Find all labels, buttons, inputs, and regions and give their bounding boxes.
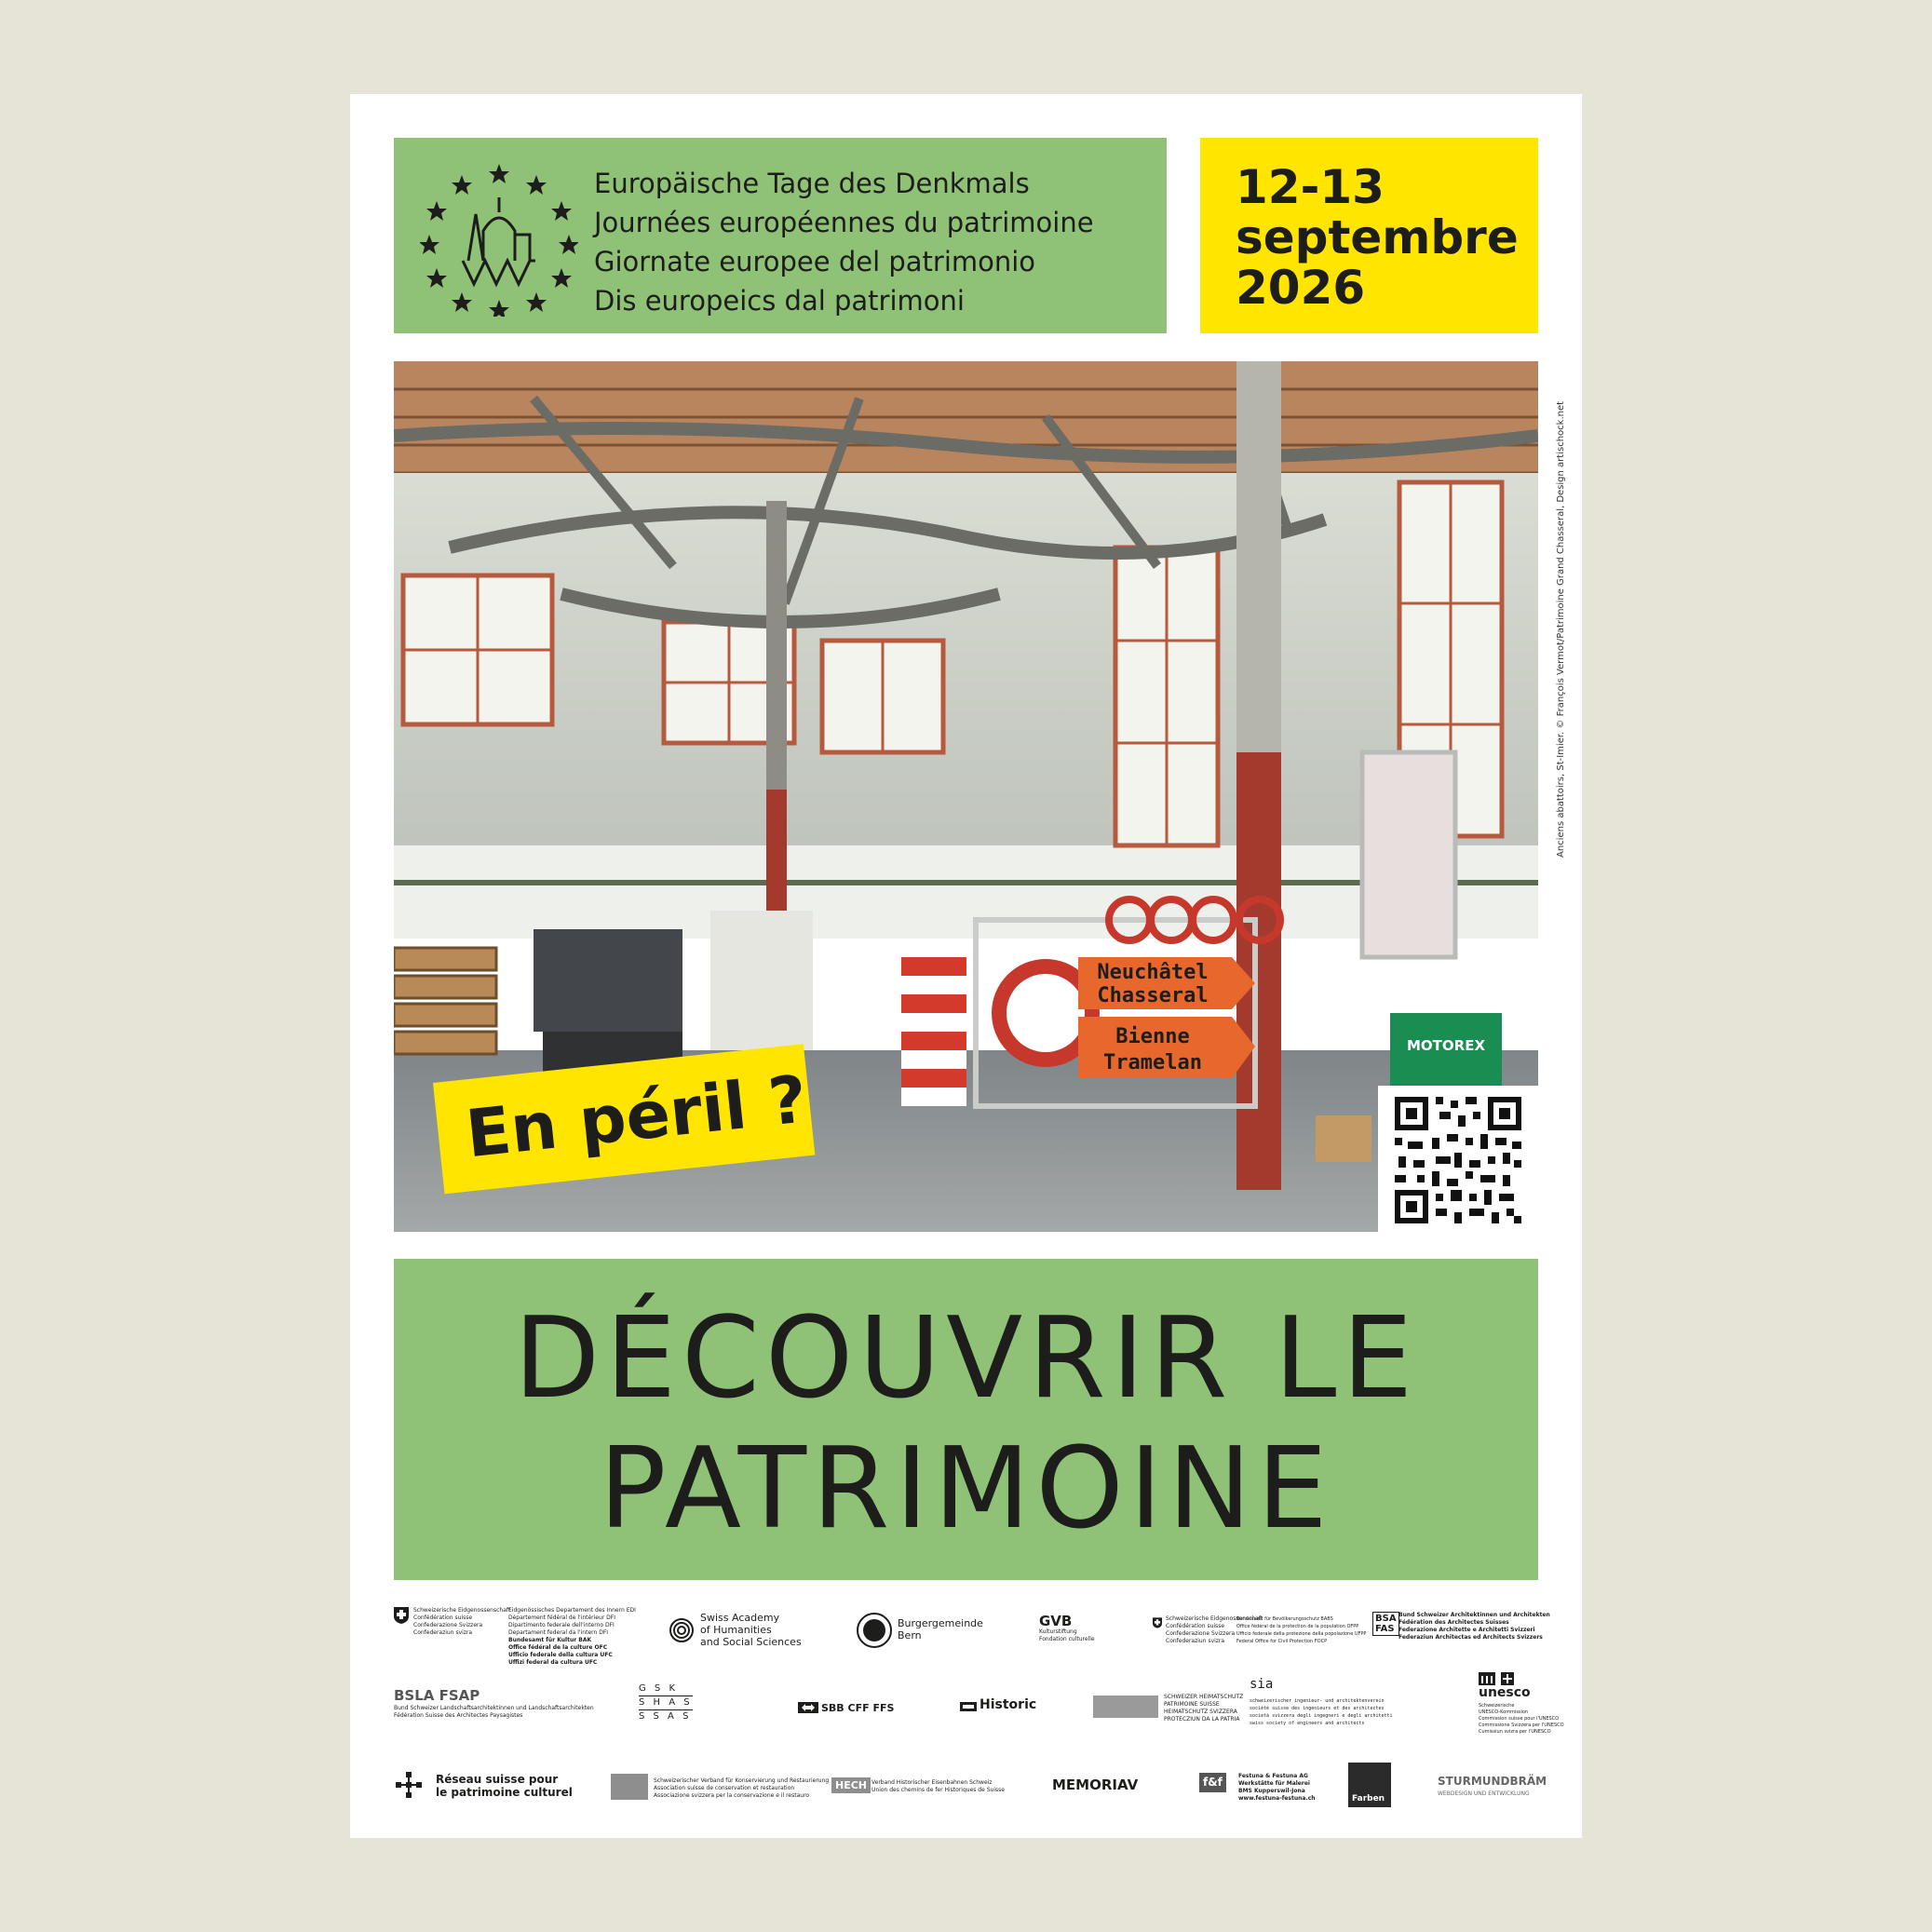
historic-name: Historic [980, 1697, 1037, 1712]
unesco-sub-5: Cumissiun svizra per l'UNESCO [1479, 1729, 1551, 1735]
festuna-line-3: BMS Kupperswil-Jona [1238, 1788, 1305, 1794]
tagline-text: En péril ? [462, 1061, 811, 1173]
bak-line-2: Office fédéral de la culture OFC [508, 1644, 608, 1651]
confed-1-line-4: Confederaziun svizra [413, 1629, 473, 1636]
bak-line-4: Uffizi federal da cultura UFC [508, 1659, 598, 1666]
festuna-line-1: Festuna & Festuna AG [1238, 1773, 1308, 1779]
network-cross-icon [394, 1770, 424, 1800]
hech-line-1: Verband Historischer Eisenbahnen Schweiz [871, 1779, 993, 1786]
bsa-text-3: Federazione Architette e Architetti Svizzeri [1398, 1627, 1535, 1633]
labyrinth-icon [669, 1617, 695, 1643]
qr-code-box[interactable] [1378, 1086, 1538, 1232]
partner-memoriav: MEMORIAV [1052, 1777, 1139, 1793]
edi-line-3: Dipartimento federale dell'interno DFI [508, 1622, 615, 1628]
date-days: 12-13 [1236, 160, 1385, 214]
bak-line-1: Bundesamt für Kultur BAK [508, 1637, 592, 1643]
burgergemeinde-line-2: Bern [898, 1629, 922, 1642]
unesco-sub-1: Schweizerische [1479, 1703, 1515, 1709]
festuna-mark: f&f [1199, 1773, 1226, 1792]
gvb-name: GVB [1039, 1613, 1073, 1629]
confed-1-line-1: Schweizerische Eidgenossenschaft [413, 1607, 511, 1614]
heimatschutz-line-4: PROTECZIUN DA LA PATRIA [1164, 1716, 1240, 1723]
sign-chasseral: Chasseral [1097, 984, 1209, 1007]
swiss-shield-icon [394, 1607, 409, 1624]
hech-line-2: Union des chemins de fer Historiques de Suisse [871, 1787, 1005, 1793]
qr-code-icon [1378, 1086, 1538, 1232]
historic-mark-icon [960, 1702, 977, 1711]
skr-line-1: Schweizerischer Verband für Konservierung und Restaurierung [654, 1777, 830, 1784]
sign-neuchatel: Neuchâtel [1097, 961, 1209, 984]
burgergemeinde-line-1: Burgergemeinde [898, 1617, 983, 1629]
babs-line-2: Office fédéral de la protection de la population OFPP [1236, 1624, 1359, 1629]
hech-mark: HECH [831, 1777, 871, 1793]
sign-bienne: Bienne [1115, 1025, 1190, 1048]
road-signs-group [901, 920, 1255, 1106]
gsk-line-1: G S K [639, 1682, 693, 1696]
bak-line-3: Ufficio federale della cultura UFC [508, 1652, 613, 1658]
sbb-arrows-icon [798, 1702, 818, 1713]
title-line-2: PATRIMOINE [599, 1425, 1333, 1554]
bsa-text-1: Bund Schweizer Architektinnen und Architekten [1398, 1612, 1550, 1618]
sia-name: sia [1250, 1677, 1274, 1692]
edi-line-1: Eidgenössisches Departement des Innern EDI [508, 1607, 636, 1614]
bsla-sub-2: Fédération Suisse des Architectes Paysagistes [394, 1712, 523, 1719]
bsa-mark: BSA [1375, 1614, 1397, 1624]
sturm-sub: WEBDESIGN UND ENTWICKLUNG [1438, 1790, 1530, 1797]
skr-line-2: Association suisse de conservation et restauration [654, 1785, 795, 1791]
date-month: septembre [1236, 210, 1519, 264]
confed-2-line-3: Confederazione Svizzera [1166, 1630, 1236, 1637]
confed-2-line-2: Confédération suisse [1166, 1623, 1225, 1629]
unesco-name: unesco [1479, 1685, 1531, 1700]
swiss-academy-line-3: and Social Sciences [700, 1636, 802, 1648]
language-de: Europäische Tage des Denkmals [594, 168, 1030, 199]
gvb-sub-2: Fondation culturelle [1039, 1636, 1095, 1642]
babs-line-3: Ufficio federale della protezione della popolazione UFPP [1236, 1631, 1367, 1637]
poster [350, 94, 1582, 1838]
language-list [594, 164, 1094, 320]
confed-2-line-1: Schweizerische Eidgenossenschaft [1166, 1615, 1263, 1622]
sturm-name: STURMUNDBRÄM [1438, 1775, 1547, 1788]
language-fr: Journées européennes du patrimoine [594, 207, 1094, 238]
babs-line-4: Federal Office for Civil Protection FOCP [1236, 1639, 1328, 1644]
edi-line-2: Département fédéral de l'intérieur DFI [508, 1615, 616, 1621]
swiss-shield-icon [1153, 1617, 1162, 1628]
sia-sub-4: swiss society of engineers and architects [1250, 1721, 1365, 1726]
sia-sub-1: schweizerischer ingenieur- und architektenverein [1250, 1698, 1385, 1704]
confed-1-line-3: Confederazione Svizzera [413, 1622, 483, 1628]
festuna-line-4: www.festuna-festuna.ch [1238, 1795, 1316, 1802]
heimatschutz-line-2: PATRIMOINE SUISSE [1164, 1701, 1220, 1708]
sia-sub-2: société suisse des ingénieurs et des architectes [1250, 1706, 1385, 1711]
heimatschutz-mark [1093, 1696, 1158, 1718]
swiss-academy-line-1: Swiss Academy [700, 1612, 780, 1624]
title-line-1: DÉCOUVRIR LE [513, 1294, 1419, 1424]
photo-credit-text: Anciens abattoirs, St-Imier. © François Vermot/Patrimoine Grand Chasseral, Design artischock.net [1556, 400, 1566, 858]
festuna-line-2: Werkstätte für Malerei [1238, 1780, 1310, 1787]
confed-2-line-4: Confederaziun svizra [1166, 1638, 1225, 1644]
sign-tramelan: Tramelan [1103, 1051, 1202, 1074]
bsla-name: BSLA FSAP [394, 1687, 480, 1704]
date-year: 2026 [1236, 261, 1366, 315]
reseau-line-2: le patrimoine culturel [436, 1786, 573, 1799]
skr-mark [611, 1774, 648, 1800]
reseau-line-1: Réseau suisse pour [436, 1773, 559, 1786]
unesco-sub-4: Commissione Svizzera per l'UNESCO [1479, 1723, 1564, 1728]
fas-mark: FAS [1375, 1624, 1395, 1634]
language-rm: Dis europeics dal patrimoni [594, 285, 965, 317]
heimatschutz-line-3: HEIMATSCHUTZ SVIZZERA [1164, 1709, 1237, 1715]
swiss-academy-line-2: of Humanities [700, 1624, 772, 1636]
farben-name: Farben [1352, 1794, 1385, 1804]
unesco-temple-icon [1479, 1672, 1518, 1685]
heimatschutz-line-1: SCHWEIZER HEIMATSCHUTZ [1164, 1694, 1244, 1700]
sia-sub-3: società svizzera degli ingegneri e degli architetti [1250, 1713, 1393, 1719]
title-box [394, 1259, 1538, 1580]
confed-1-line-2: Confédération suisse [413, 1615, 473, 1621]
unesco-sub-3: Commission suisse pour l'UNESCO [1479, 1716, 1560, 1722]
heritage-days-emblem-icon [420, 158, 578, 317]
sbb-name: SBB CFF FFS [821, 1702, 895, 1714]
skr-line-3: Associazione svizzera per la conservazione e il restauro [654, 1792, 810, 1799]
edi-line-4: Departament federal da l'intern DFI [508, 1629, 609, 1636]
barrel-label: MOTOREX [1406, 1037, 1486, 1054]
burgergemeinde-seal-icon [856, 1612, 893, 1649]
bsa-text-4: Federaziun Architectas ed Architects Svizzers [1398, 1634, 1543, 1641]
bsa-text-2: Fédération des Architectes Suisses [1398, 1619, 1509, 1626]
babs-line-1: Bundesamt für Bevölkerungsschutz BABS [1236, 1616, 1333, 1622]
language-it: Giornate europee del patrimonio [594, 246, 1036, 277]
date-box [1200, 138, 1538, 333]
gsk-line-2: S H A S [639, 1696, 693, 1710]
bsla-sub-1: Bund Schweizer Landschaftsarchitektinnen und Landschaftsarchitekten [394, 1705, 594, 1711]
photo-credit [1545, 373, 1566, 858]
header-box [394, 138, 1167, 333]
gvb-sub-1: Kulturstiftung [1039, 1628, 1077, 1635]
gsk-line-3: S S A S [639, 1711, 692, 1722]
unesco-sub-2: UNESCO-Kommission [1479, 1709, 1529, 1715]
